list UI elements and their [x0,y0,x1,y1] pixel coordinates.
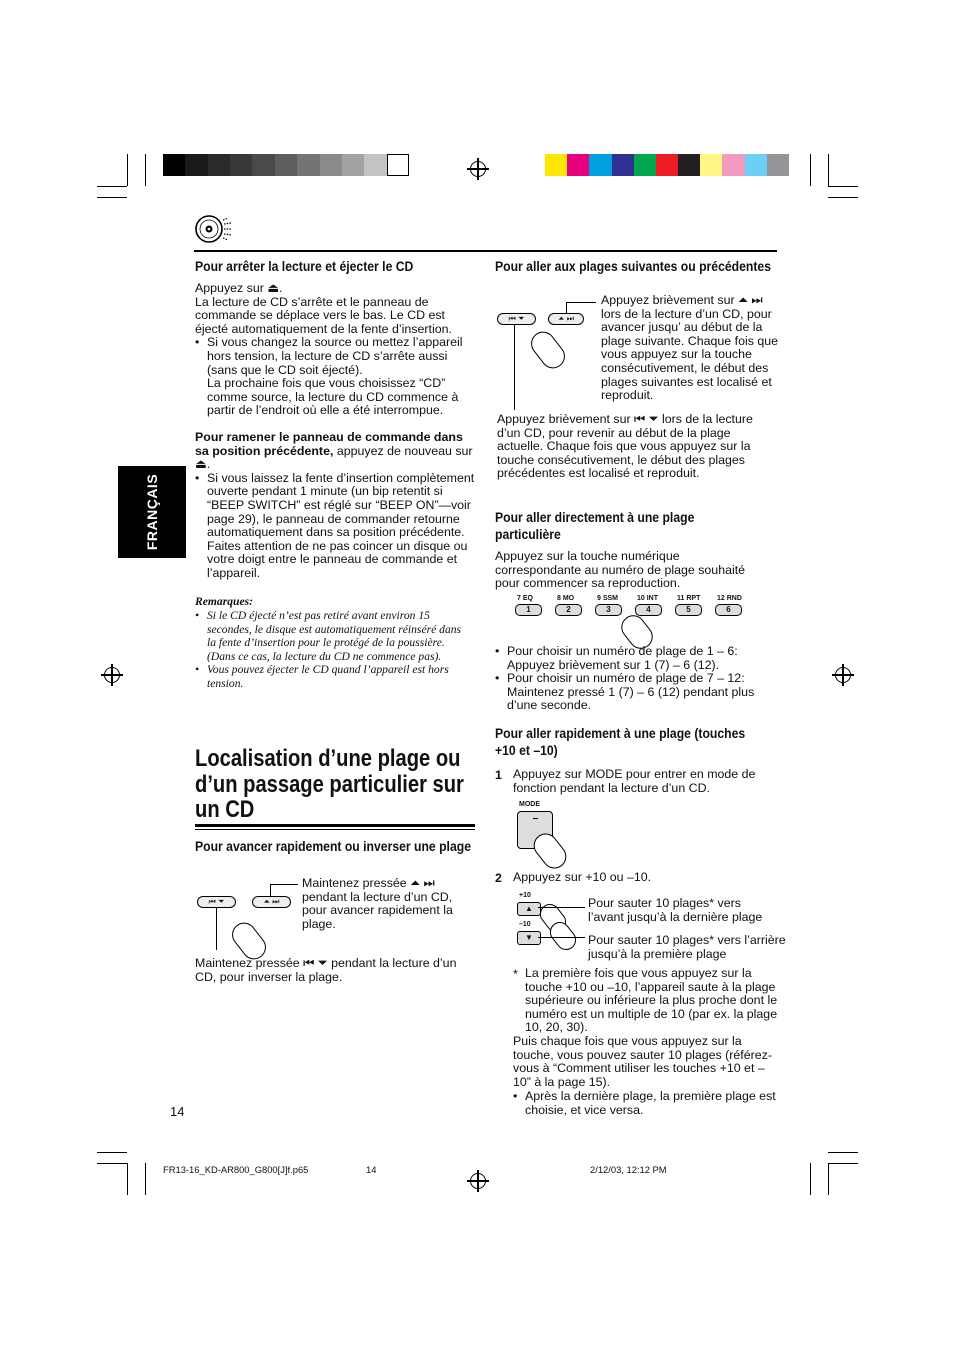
color-swatch [767,154,789,176]
remark-2: • Vous pouvez éjecter le CD quand l’appareil est hors tension. [195,663,477,690]
minus10-key[interactable]: ▼ [517,931,541,945]
stop-eject-para: La lecture de CD s’arrête et le panneau de commande se déplace vers le bas. Le CD est éjecté automatiquement de la fente d’insertion. [195,294,452,336]
callout-line [566,302,596,303]
next-prev-heading: Pour aller aux plages suivantes ou précédentes [495,259,771,275]
cd-icon [194,214,238,244]
registration-mark-right [835,667,851,683]
number-key[interactable]: 2 [555,604,582,616]
direct-bullet-1: • Pour choisir un numéro de plage de 1 – 6: Appuyez brièvement sur 1 (7) – 6 (12). [495,645,775,672]
next-text: Appuyez brièvement sur ⏶ ⏭ lors de la lecture d’un CD, pour avancer jusqu’ au début de la plage suivante. Chaque fois que vous appuyez sur la touche consécutivement, le début des plages suivantes est localisé et reproduit. [601,293,779,403]
direct-bullet-2: • Pour choisir un numéro de plage de 7 – 12: Maintenez pressé 1 (7) – 6 (12) pendant plus d’une seconde. [495,672,775,713]
gray-swatch [208,154,230,176]
color-swatch [678,154,700,176]
gray-swatch [297,154,319,176]
step-2-number: 2 [495,871,502,885]
stop-eject-heading: Pour arrêter la lecture et éjecter le CD [195,259,414,275]
gray-swatch [342,154,364,176]
footer-date: 2/12/03, 12:12 PM [590,1164,667,1175]
remark-1-cont: (Dans ce cas, la lecture du CD ne commence pas). [207,649,442,663]
direct-text: Appuyez sur la touche numérique correspondante au numéro de plage souhaité pour commencer sa reproduction. [495,549,746,591]
color-swatch [545,154,567,176]
number-key[interactable]: 4 [635,604,662,616]
callout-line [538,937,585,938]
ff-heading: Pour avancer rapidement ou inverser une plage [195,839,471,855]
prev-down-key: ⏮ ⏷ [197,896,236,908]
gray-swatch [364,154,386,176]
registration-mark-left [104,667,120,683]
stop-eject-bullet2-cont: Faites attention de ne pas coincer un disque ou votre doigt entre le panneau de commande et l’appareil. [207,538,468,580]
registration-mark-top [470,161,486,177]
gray-swatch [275,154,297,176]
up-next-key: ⏶ ⏭ [548,313,584,325]
mode-key-label: MODE [519,801,540,808]
color-swatch [722,154,744,176]
stop-eject-line1: Appuyez sur ⏏. [195,281,283,295]
color-calibration-bar [545,154,789,176]
return-panel-bold: Pour ramener le panneau de commande dans sa position précédente, [195,429,463,458]
color-swatch [656,154,678,176]
remark-1: • Si le CD éjecté n’est pas retiré avant environ 15 secondes, le disque est automatiquement réinséré dans la fente d’insertion pour le protégé de la poussière. [195,609,477,650]
ff-right-text: Maintenez pressée ⏶ ⏭ pendant la lecture d’un CD, pour avancer rapidement la plage. [302,876,453,931]
big-title-rule [195,824,475,827]
gray-swatch [185,154,207,176]
gray-swatch [230,154,252,176]
number-key-label: 11 RPT [677,595,701,602]
footer-page: 14 [366,1164,377,1175]
stop-eject-bullet1: • Si vous changez la source ou mettez l’appareil hors tension, la lecture de CD s’arrête aussi (sans que le CD soit éjecté). [195,336,477,377]
number-key[interactable]: 6 [715,604,742,616]
number-key[interactable]: 3 [595,604,622,616]
footer-file: FR13-16_KD-AR800_G800[J]f.p65 [163,1164,309,1175]
color-swatch [745,154,767,176]
color-swatch [700,154,722,176]
note-2: Puis chaque fois que vous appuyez sur la touche, vous pouvez sauter 10 plages (référez-vous à “Comment utiliser les touches +10 et –10” à la page 15). [513,1034,772,1089]
number-key[interactable]: 5 [675,604,702,616]
direct-bullets [495,645,775,713]
callout-line [270,884,298,885]
gray-swatch [163,154,185,176]
color-swatch [589,154,611,176]
page-number: 14 [170,1104,185,1119]
color-swatch [612,154,634,176]
up-next-key: ⏶ ⏭ [252,896,291,908]
prev-down-key: ⏮ ⏷ [497,313,536,325]
prev-text: Appuyez brièvement sur ⏮ ⏷ lors de la lecture d’un CD, pour revenir au début de la plage actuelle. Chaque fois que vous appuyez sur la touche consécutivement, le début des plages précédentes est localisé et reproduit. [497,412,753,481]
minus10-label: –10 [519,921,531,928]
plus10-key[interactable]: ▲ [517,902,541,916]
gray-calibration-bar [163,154,409,176]
callout-line [566,302,567,313]
stop-eject-section [195,282,477,691]
return-panel-rest: appuyez de nouveau sur ⏏. [195,443,473,472]
plus10-label: +10 [519,892,531,899]
note-star: * [513,967,518,981]
color-swatch [567,154,589,176]
number-key[interactable]: 1 [515,604,542,616]
stop-eject-bullet1-cont: La prochaine fois que vous choisissez “CD” comme source, la lecture du CD commence à partir de l’endroit où elle a été interrompue. [207,376,459,418]
number-key-label: 7 EQ [517,595,533,602]
jump-heading: Pour aller rapidement à une plage (touches +10 et –10) [495,726,746,759]
color-swatch [634,154,656,176]
callout-line [514,325,515,410]
remarks-title: Remarques: [195,595,253,609]
callout-line [216,908,217,950]
note-3: • Après la dernière plage, la première plage est choisie, et vice versa. [513,1090,777,1117]
note-1: La première fois que vous appuyez sur la touche +10 ou –10, l’appareil saute à la plage supérieure ou inférieure la plus proche dont le numéro est un multiple de 10 (par ex. la plage 10, 20, 30). [525,966,778,1035]
step-1-number: 1 [495,768,502,782]
number-key-label: 8 MO [557,595,575,602]
number-key-label: 12 RND [717,595,742,602]
language-side-tab [118,466,186,558]
number-key-label: 10 INT [637,595,659,602]
header-rule [194,250,777,252]
step-2-text: Appuyez sur +10 ou –10. [513,870,652,884]
stop-eject-bullet2: • Si vous laissez la fente d’insertion complètement ouverte pendant 1 minute (un bip retentit si “BEEP SWITCH” est réglé sur “BEEP ON”—voir page 29), le panneau de commander retourne automatiquement dans sa position précédente. [195,472,477,540]
finger-icon [526,327,570,373]
callout-line [538,907,585,908]
fwd10-text: Pour sauter 10 plages* vers l’avant jusqu’à la dernière plage [588,896,763,924]
big-title-rule-thin [195,829,475,830]
registration-mark-bottom [470,1173,486,1189]
return-panel-para [195,431,477,472]
number-key-label: 9 SSM [597,595,619,602]
side-tab-label: FRANÇAIS [144,473,160,551]
gray-swatch [320,154,342,176]
back10-text: Pour sauter 10 plages* vers l’arrière jusqu’à la première plage [588,933,786,961]
ff-left-text: Maintenez pressée ⏮ ⏷ pendant la lecture d’un CD, pour inverser la plage. [195,956,457,984]
gray-swatch [252,154,274,176]
gray-swatch [387,154,409,176]
callout-line [270,884,271,896]
step-1-text: Appuyez sur MODE pour entrer en mode de fonction pendant la lecture d’un CD. [513,767,756,795]
direct-heading: Pour aller directement à une plage particulière [495,510,695,543]
big-title: Localisation d’une plage ou d’un passage particulier sur un CD [195,745,464,824]
